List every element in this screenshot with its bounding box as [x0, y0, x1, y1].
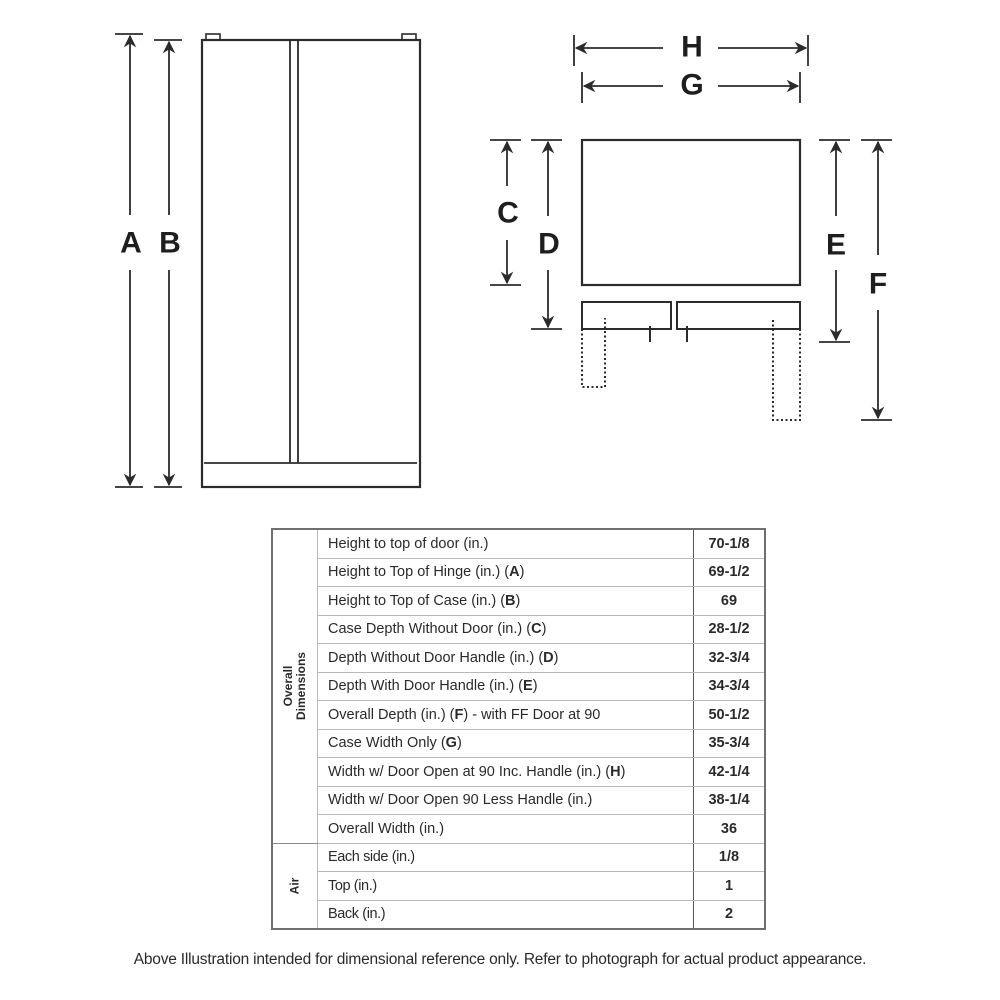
- dimension-h: [574, 31, 808, 67]
- dimension-label-text: Case Width Only (: [328, 735, 446, 752]
- group-header-air: [272, 843, 318, 929]
- table-row: [272, 644, 765, 673]
- dimension-value: 35-3/4: [694, 729, 766, 758]
- dimension-label: [318, 900, 694, 929]
- table-row: [272, 815, 765, 844]
- fridge-case-outline: [202, 40, 420, 487]
- label-h: H: [681, 30, 703, 64]
- dimension-letter: B: [505, 592, 516, 609]
- dimension-value: 32-3/4: [694, 644, 766, 673]
- dimension-letter: C: [531, 621, 542, 638]
- top-view: [490, 31, 892, 421]
- dimension-value: 70-1/8: [694, 529, 766, 558]
- dimension-label: [318, 729, 694, 758]
- top-view-left-door: [582, 302, 671, 329]
- table-row: [272, 872, 765, 901]
- dimension-letter: A: [509, 564, 520, 581]
- dimension-label: [318, 672, 694, 701]
- top-view-right-door: [677, 302, 800, 329]
- dimension-label: [318, 843, 694, 872]
- group-label-line2: Dimensions: [294, 652, 308, 721]
- dimension-value: 28-1/2: [694, 615, 766, 644]
- disclaimer-note: Above Illustration intended for dimensional reference only. Refer to photograph for actual product appearance.: [133, 951, 867, 968]
- label-b: B: [159, 226, 181, 260]
- dimension-label: [318, 644, 694, 673]
- top-view-case: [582, 140, 800, 285]
- dimension-label-suffix: ): [515, 592, 521, 609]
- right-door-open-outline: [773, 318, 800, 420]
- dimension-label: [318, 701, 694, 730]
- dimension-letter: D: [543, 649, 554, 666]
- dimension-value: 38-1/4: [694, 786, 766, 815]
- group-label: [282, 652, 308, 720]
- dimension-letter: F: [454, 706, 464, 723]
- dimension-value: 42-1/4: [694, 758, 766, 787]
- dimension-value: 1: [694, 872, 766, 901]
- dimensions-table: [271, 528, 766, 930]
- dimension-b: [154, 40, 182, 487]
- dimension-value: 2: [694, 900, 766, 929]
- table-row: [272, 672, 765, 701]
- dimension-label-text: Depth Without Door Handle (in.) (: [328, 649, 544, 666]
- group-label: [289, 877, 302, 894]
- dimension-label: [318, 758, 694, 787]
- dimension-value: 50-1/2: [694, 701, 766, 730]
- table-row: [272, 786, 765, 815]
- dimension-label: [318, 587, 694, 616]
- dimension-g: [582, 69, 800, 104]
- dimension-c: [490, 140, 521, 285]
- front-view: [115, 34, 420, 487]
- dimension-label-suffix: ): [541, 621, 547, 638]
- table-row: [272, 900, 765, 929]
- dimension-label-suffix: ): [620, 763, 626, 780]
- group-header-overall-dimensions: [272, 529, 318, 843]
- dimension-label-text: Overall Width (in.): [328, 820, 445, 837]
- dimension-a: [115, 34, 143, 487]
- dimension-letter: G: [445, 735, 457, 752]
- dimension-label-text: Height to Top of Case (in.) (: [328, 592, 506, 609]
- dimension-value: 34-3/4: [694, 672, 766, 701]
- dimension-label-text: Each side (in.): [328, 849, 415, 866]
- dimension-e: [819, 140, 850, 342]
- dimension-label-suffix: ): [532, 678, 538, 695]
- label-a: A: [120, 226, 142, 260]
- dimensions-table-body: [272, 529, 765, 929]
- group-label-line1: Overall: [281, 665, 295, 707]
- dimension-value: 1/8: [694, 843, 766, 872]
- dimension-value: 69-1/2: [694, 558, 766, 587]
- dimension-value: 69: [694, 587, 766, 616]
- group-label-line1: Air: [287, 877, 302, 895]
- table-row: [272, 615, 765, 644]
- dimension-label-text: Top (in.): [328, 877, 377, 894]
- table-row: [272, 587, 765, 616]
- table-row: [272, 529, 765, 558]
- label-e: E: [825, 228, 847, 262]
- dimension-label: [318, 558, 694, 587]
- dimension-f: [861, 140, 892, 420]
- dimension-label-text: Width w/ Door Open at 90 Inc. Handle (in.) (: [328, 763, 611, 780]
- table-row: [272, 558, 765, 587]
- label-c: C: [497, 196, 519, 230]
- label-d: D: [538, 227, 560, 261]
- table-row: [272, 729, 765, 758]
- dimension-label-suffix: ) - with FF Door at 90: [463, 706, 601, 723]
- dimension-label: [318, 615, 694, 644]
- dimension-label-text: Overall Depth (in.) (: [328, 706, 455, 723]
- dimension-letter: H: [610, 763, 621, 780]
- dimension-letter: E: [523, 678, 533, 695]
- dimension-label: [318, 786, 694, 815]
- dimension-label: [318, 529, 694, 558]
- dimension-label: [318, 872, 694, 901]
- dimension-label-suffix: ): [456, 735, 462, 752]
- dimension-label-text: Height to Top of Hinge (in.) (: [328, 564, 510, 581]
- dimension-label-text: Depth With Door Handle (in.) (: [328, 678, 524, 695]
- table-row: [272, 758, 765, 787]
- dimension-label-text: Back (in.): [328, 906, 386, 923]
- dimension-value: 36: [694, 815, 766, 844]
- label-g: G: [680, 68, 704, 102]
- dimension-d: [531, 140, 562, 329]
- dimension-label-text: Width w/ Door Open 90 Less Handle (in.): [328, 792, 593, 809]
- dimension-label-text: Height to top of door (in.): [328, 535, 489, 552]
- table-row: [272, 701, 765, 730]
- dimension-label-suffix: ): [553, 649, 559, 666]
- dimension-label-text: Case Depth Without Door (in.) (: [328, 621, 532, 638]
- table-row: [272, 843, 765, 872]
- label-f: F: [868, 267, 888, 301]
- dimension-label: [318, 815, 694, 844]
- dimension-label-suffix: ): [519, 564, 525, 581]
